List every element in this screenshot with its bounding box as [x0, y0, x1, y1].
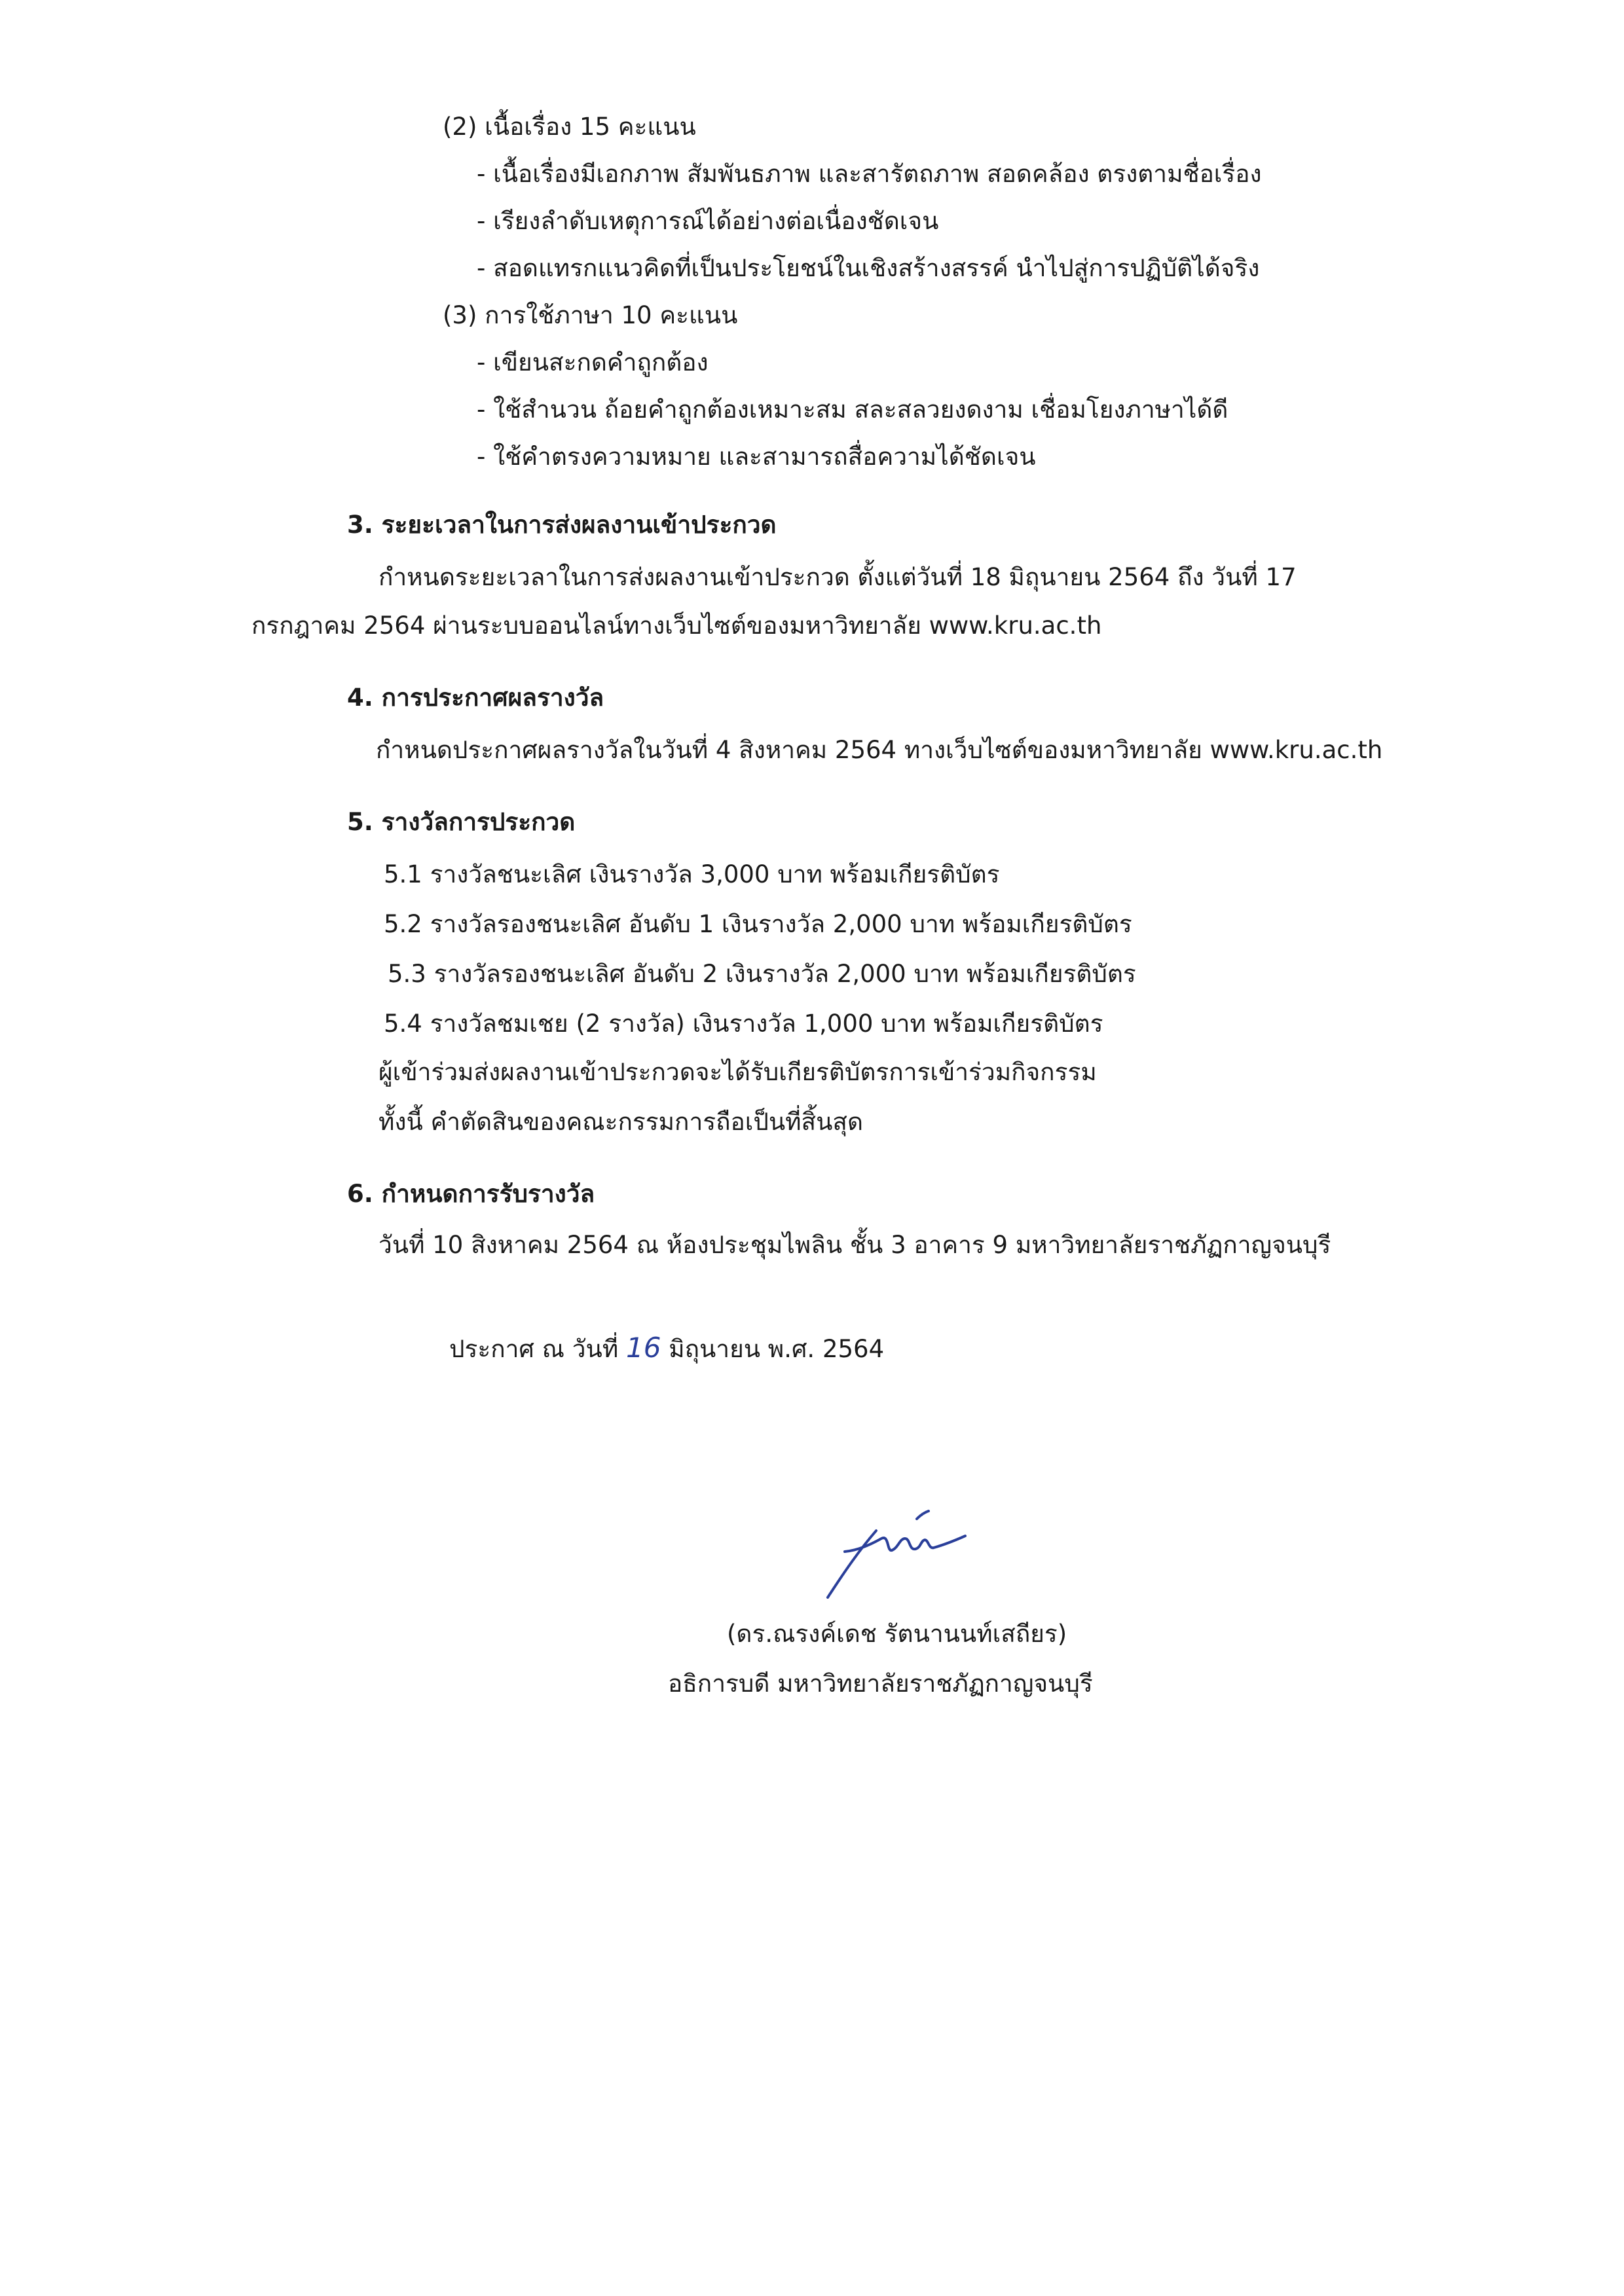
- criteria-content-item-1: - เนื้อเรื่องมีเอกภาพ สัมพันธภาพ และสารัตถภาพ สอดคล้อง ตรงตามชื่อเรื่อง: [477, 160, 1262, 188]
- criteria-content-item-3: - สอดแทรกแนวคิดที่เป็นประโยชน์ในเชิงสร้างสรรค์ นำไปสู่การปฏิบัติได้จริง: [477, 254, 1260, 282]
- signatory-position: อธิการบดี มหาวิทยาลัยราชภัฏกาญจนบุรี: [668, 1669, 1093, 1698]
- announcement-suffix: มิถุนายน พ.ศ. 2564: [669, 1335, 885, 1363]
- announcement-day-handwritten: 16: [625, 1332, 661, 1364]
- criteria-content-title: (2) เนื้อเรื่อง 15 คะแนน: [443, 113, 696, 141]
- section3-heading: 3. ระยะเวลาในการส่งผลงานเข้าประกวด: [347, 511, 777, 539]
- award-item-2: 5.2 รางวัลรองชนะเลิศ อันดับ 1 เงินรางวัล 2,000 บาท พร้อมเกียรติบัตร: [384, 910, 1132, 938]
- criteria-language-item-1: - เขียนสะกดคำถูกต้อง: [477, 348, 709, 376]
- award-item-1: 5.1 รางวัลชนะเลิศ เงินรางวัล 3,000 บาท พร้อมเกียรติบัตร: [384, 860, 1000, 888]
- section3-line-2: กรกฎาคม 2564 ผ่านระบบออนไลน์ทางเว็บไซต์ของมหาวิทยาลัย www.kru.ac.th: [251, 611, 1102, 640]
- award-note-1: ผู้เข้าร่วมส่งผลงานเข้าประกวดจะได้รับเกียรติบัตรการเข้าร่วมกิจกรรม: [378, 1058, 1097, 1086]
- section3-line-1: กำหนดระยะเวลาในการส่งผลงานเข้าประกวด ตั้งแต่วันที่ 18 มิถุนายน 2564 ถึง วันที่ 17: [378, 563, 1297, 591]
- signature-icon: [819, 1499, 976, 1611]
- announcement-date: [449, 1332, 884, 1364]
- criteria-content-item-2: - เรียงลำดับเหตุการณ์ได้อย่างต่อเนื่องชัดเจน: [477, 207, 939, 235]
- criteria-language-title: (3) การใช้ภาษา 10 คะแนน: [443, 301, 738, 329]
- award-item-4: 5.4 รางวัลชมเชย (2 รางวัล) เงินรางวัล 1,000 บาท พร้อมเกียรติบัตร: [384, 1010, 1103, 1038]
- criteria-language-item-2: - ใช้สำนวน ถ้อยคำถูกต้องเหมาะสม สละสลวยงดงาม เชื่อมโยงภาษาได้ดี: [477, 395, 1228, 424]
- section4-heading: 4. การประกาศผลรางวัล: [347, 683, 604, 712]
- section5-heading: 5. รางวัลการประกวด: [347, 808, 576, 836]
- criteria-language-item-3: - ใช้คำตรงความหมาย และสามารถสื่อความได้ชัดเจน: [477, 443, 1036, 471]
- section6-heading: 6. กำหนดการรับรางวัล: [347, 1180, 595, 1208]
- signatory-name: (ดร.ณรงค์เดช รัตนานนท์เสถียร): [727, 1620, 1067, 1648]
- award-item-3: 5.3 รางวัลรองชนะเลิศ อันดับ 2 เงินรางวัล 2,000 บาท พร้อมเกียรติบัตร: [388, 960, 1136, 988]
- award-note-2: ทั้งนี้ คำตัดสินของคณะกรรมการถือเป็นที่สิ้นสุด: [378, 1108, 864, 1136]
- section4-line-1: กำหนดประกาศผลรางวัลในวันที่ 4 สิงหาคม 2564 ทางเว็บไซต์ของมหาวิทยาลัย www.kru.ac.th: [376, 736, 1383, 764]
- announcement-prefix: ประกาศ ณ วันที่: [449, 1335, 619, 1363]
- section6-line-1: วันที่ 10 สิงหาคม 2564 ณ ห้องประชุมไพลิน ชั้น 3 อาคาร 9 มหาวิทยาลัยราชภัฏกาญจนบุรี: [378, 1231, 1331, 1259]
